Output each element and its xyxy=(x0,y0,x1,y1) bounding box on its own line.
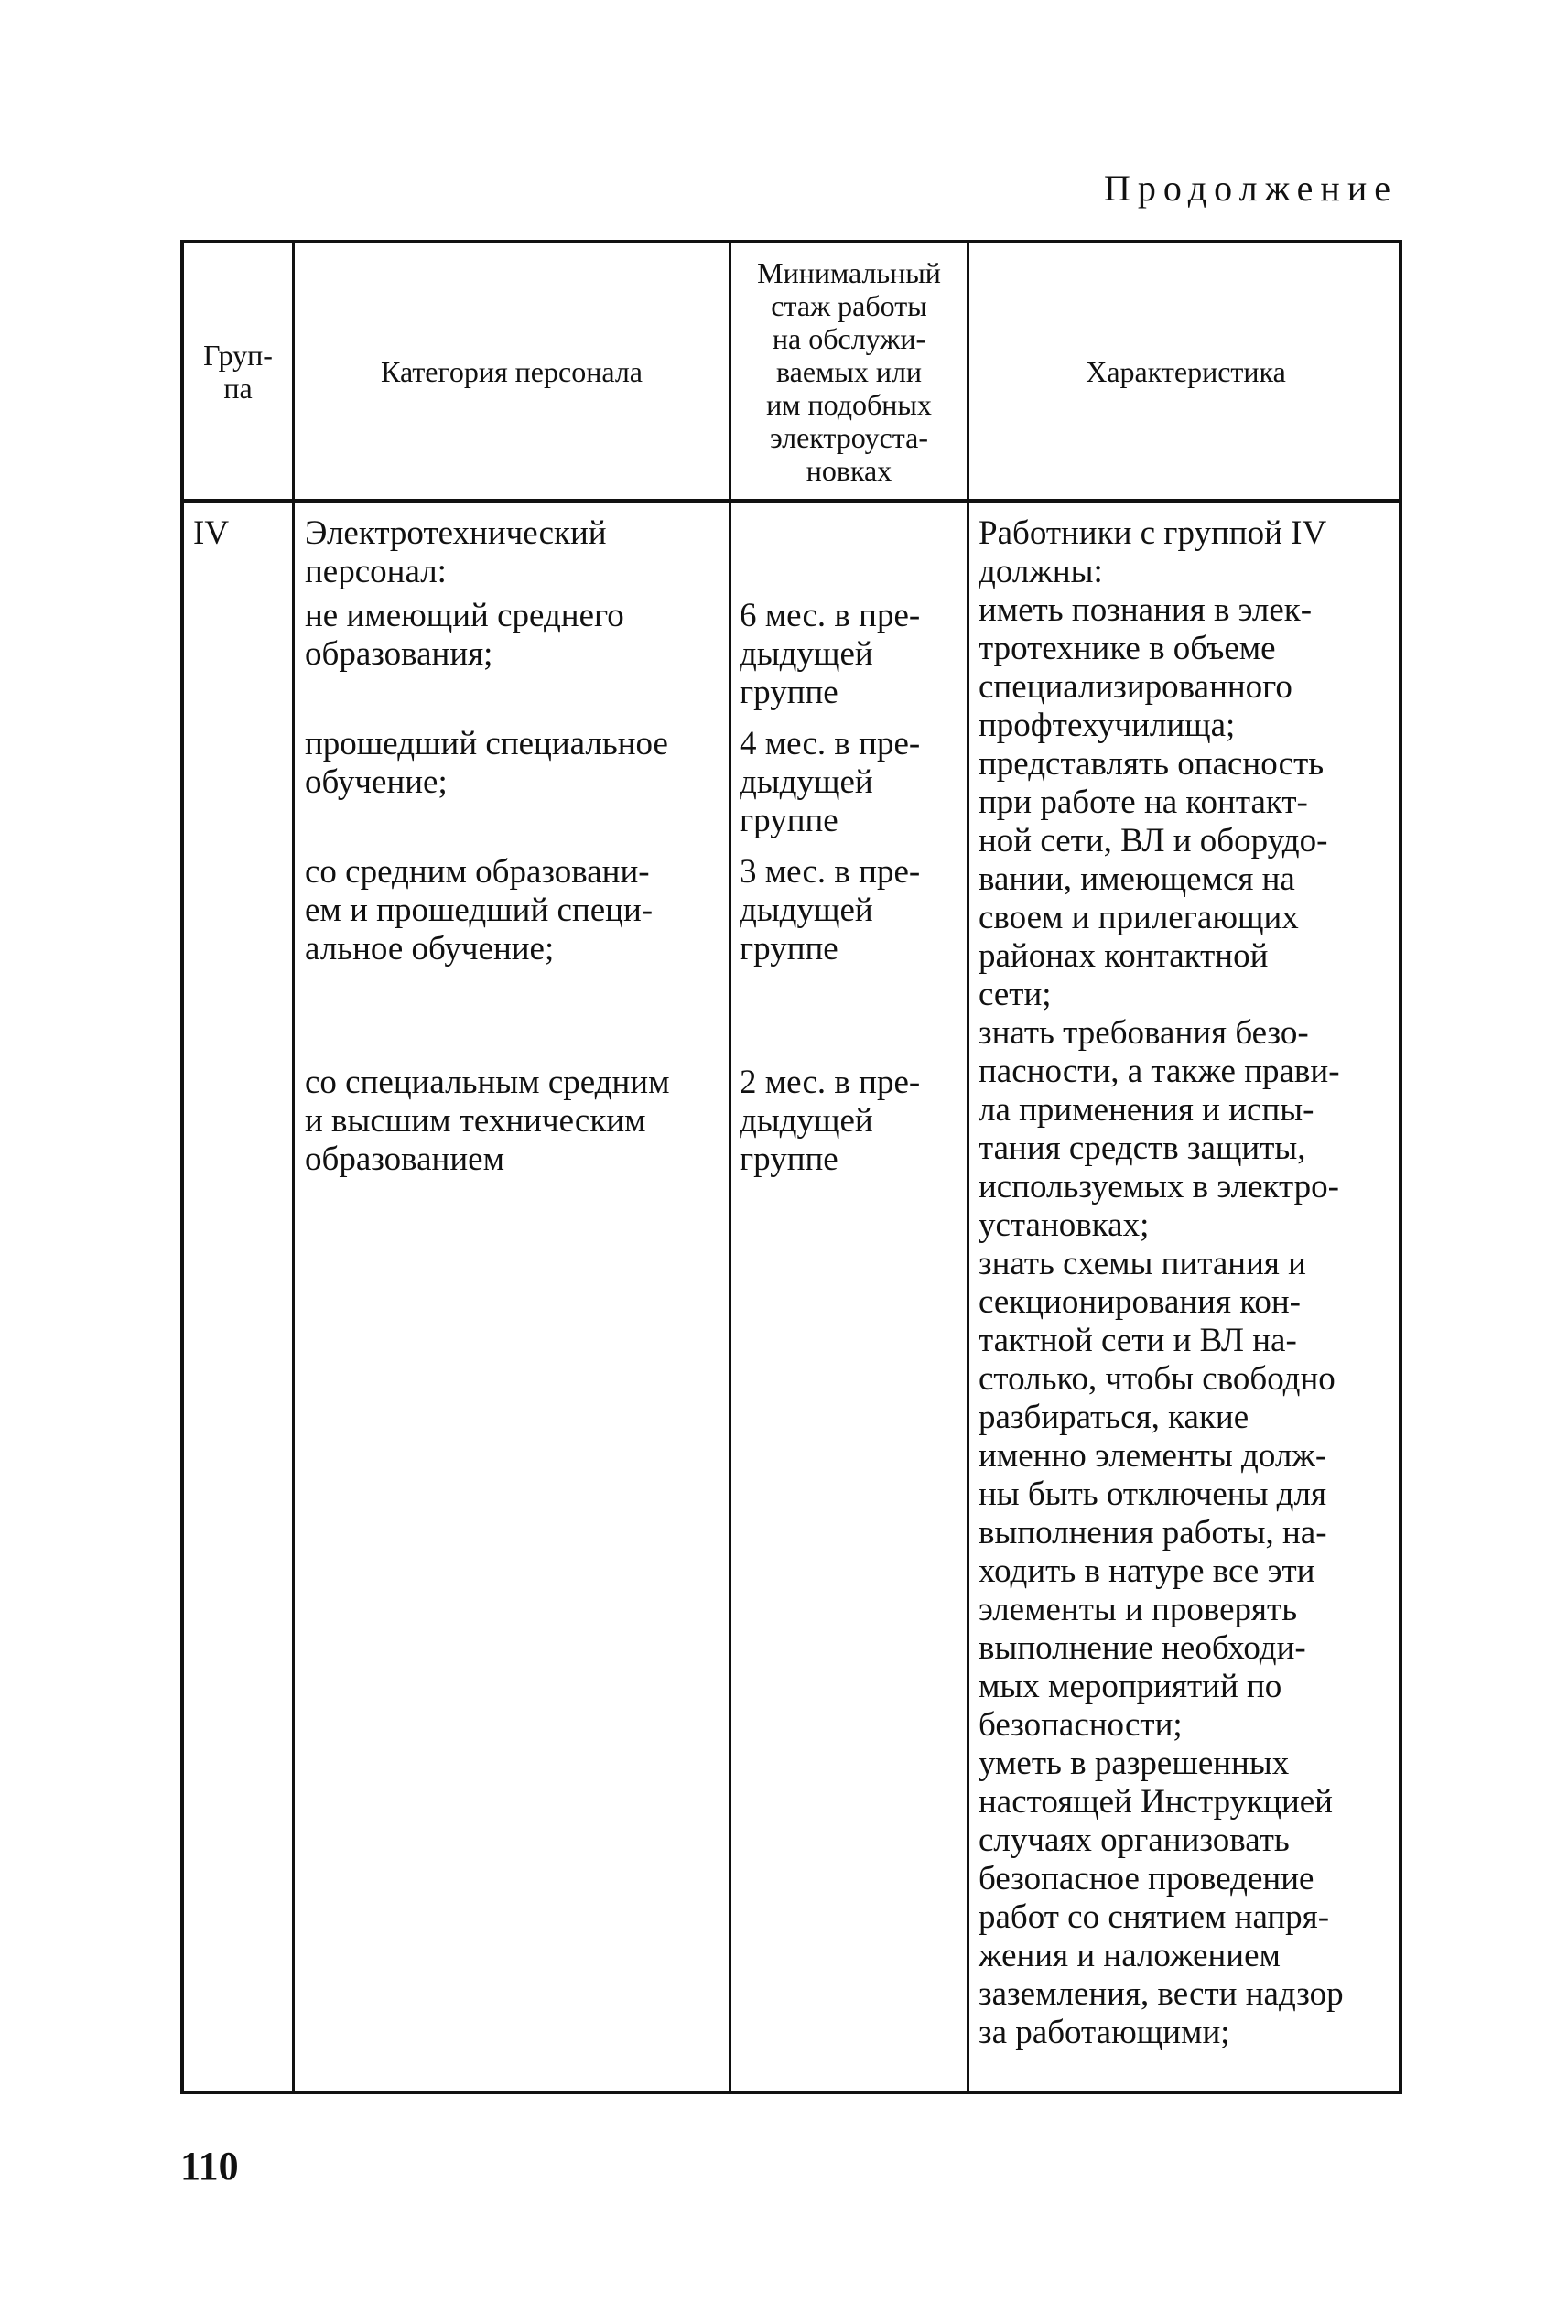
experience-cell: 2 мес. в пре- дыдущей группе xyxy=(740,1064,921,1178)
category-cell: со средним образовани- ем и прошедший специ- альное обучение; xyxy=(305,853,654,967)
column-divider xyxy=(729,243,731,2091)
group-cell: IV xyxy=(193,514,230,552)
experience-cell: 6 мес. в пре- дыдущей группе xyxy=(740,597,921,711)
category-title: Электротехнический персонал: xyxy=(305,514,607,590)
category-cell: со специальным средним и высшим техническим образованием xyxy=(305,1064,670,1178)
experience-cell: 4 мес. в пре- дыдущей группе xyxy=(740,725,921,839)
continuation-label: Продолжение xyxy=(1104,168,1398,209)
experience-cell: 3 мес. в пре- дыдущей группе xyxy=(740,853,921,967)
characteristic-cell: Работники с группой IV должны: иметь познания в элек- тротехнике в объеме специализированного профтехучилища; представлять опасность при работе на контакт- ной сети, ВЛ и оборудо- вании, имеющемся на своем и прилегающих районах контактной сети; знать требования безо- пасности, а также прави- ла применения и испы- тания средств защиты, используемых в электро- установках; знать схемы питания и секционирования кон- тактной сети и ВЛ на- столько, чтобы свободно разбираться, какие именно элементы долж- ны быть отключены для выполнения работы, на- ходить в натуре все эти элементы и проверять выполнение необходи- мых мероприятий по безопасности; уметь в разрешенных настоящей Инструкцией случаях организовать безопасное проведение работ со снятием напря- жения и наложением заземления, вести надзор за работающими; xyxy=(979,514,1344,2051)
category-cell: не имеющий среднего образования; xyxy=(305,597,624,673)
category-cell: прошедший специальное обучение; xyxy=(305,725,668,801)
column-header-category: Категория персонала xyxy=(381,354,643,388)
personnel-group-table xyxy=(180,240,1402,2094)
page-number: 110 xyxy=(180,2144,239,2189)
column-divider xyxy=(292,243,295,2091)
column-header-characteristic: Характеристика xyxy=(1086,354,1286,388)
column-divider xyxy=(967,243,969,2091)
column-header-experience: Минимальный стаж работы на обслужи- ваемых или им подобных электроуста- новках xyxy=(757,255,941,487)
header-divider xyxy=(184,499,1399,503)
column-header-group: Груп- па xyxy=(203,338,273,405)
